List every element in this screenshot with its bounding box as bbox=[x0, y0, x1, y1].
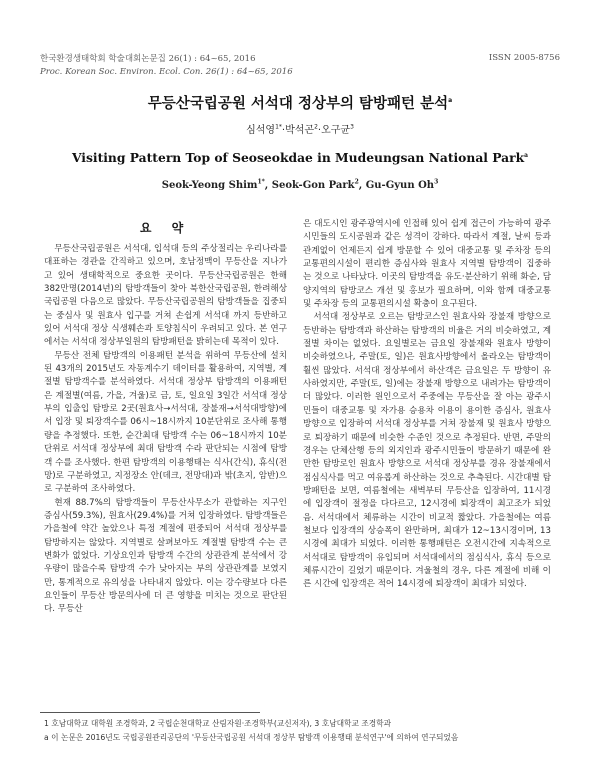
author-1: 심석영 bbox=[246, 125, 276, 136]
authors-english: Seok-Yeong Shim$^{1*}$, Seok-Gon Park$^2$, Gu-Gyun Oh$^3$ bbox=[161, 178, 439, 191]
author-2: 박석곤 bbox=[285, 125, 315, 136]
title-english: Visiting Pattern Top of Seoseokdae in Mudeungsan National Park$^a$ bbox=[71, 150, 529, 165]
journal-citation-ko: 한국환경생태학회 학술대회논문집 26(1) : 64~65, 2016 bbox=[40, 54, 256, 64]
author-3: 오구균 bbox=[321, 125, 351, 136]
journal-citation-en: Proc. Korean Soc. Environ. Ecol. Con. 26(1) : 64~65, 2016 bbox=[40, 67, 293, 77]
paragraph-continued: 은 대도시인 광주광역시에 인접해 있어 쉽게 접근이 가능하여 광주시민들의 도시공원과 같은 성격이 강하다. 따라서 계절, 날씨 등과 관계없이 언제든지 쉽게 방문할 수 있어 대중교통 및 주차장 등의 교통편의시설이 편리한 증심사와 원효사 지역별 탐방객이 집중하는 것으로 나타났다. 이곳의 탐방객을 유도·분산하기 위해 화순, 담양지역의 탐방코스 개선 및 홍보가 필요하며, 이와 함께 대중교통 및 주차장 등의 교통편의시설 확충이 요구된다. bbox=[303, 219, 551, 310]
journal-header bbox=[40, 53, 293, 79]
issn: ISSN 2005-8756 bbox=[488, 53, 560, 63]
author-3-en: Gu-Gyun Oh bbox=[365, 180, 435, 191]
footnote-funding: a 이 논문은 2016년도 국립공원관리공단의 '무등산국립공원 서석대 정상부 탐방객 이용행태 분석연구'에 의하여 연구되었음 bbox=[44, 733, 459, 742]
paragraph: 무등산 전체 탐방객의 이용패턴 분석을 위하여 무등산에 설치된 43개의 2015년도 자동계수기 데이터를 활용하여, 지역별, 계절별 탐방객수를 분석하였다. 서석대 정상부 탐방객의 이용패턴은 계절별(여름, 가을, 겨울)로 금, 토, 일요일 3일간 서석대 정상부의 입출입 탐방로 2곳(원효사→서석대, 장불재→서석대방향)에서 입장 및 퇴장객수를 06시~18시까지 10분단위로 조사해 통행량을 추정했다. 또한, 순간최대 탐방객 수는 06~18시까지 10분 단위로 서석대 정상부에 최대 탐방객 수라 판단되는 시점에 탐방객 수를 조사했다. 한편 탐방객의 이용행태는 식사(간식), 휴식(전망)로 구분하였고, 지정장소 안(데크, 전망대)과 밖(초지, 암반)으로 구분하여 조사하였다. bbox=[44, 350, 287, 495]
author-2-en: Seok-Gon Park bbox=[271, 180, 355, 191]
paragraph: 서석대 정상부로 오르는 탐방코스인 원효사와 장불재 방향으로 등반하는 탐방객과 하산하는 탐방객의 비율은 거의 비슷하였고, 계절별 차이는 없었다. 요일별로는 금요일 장불재와 원효사 방향이 비슷하였으나, 주말(토, 일)은 원효사방향에서 올라오는 탐방객이 훨씬 많았다. 서석대 정상부에서 하산객은 금요일은 두 방향이 유사하였지만, 주말(토, 일)에는 장불재 방향으로 내려가는 탐방객이 더 많았다. 이러한 원인으로서 주중에는 무등산을 잘 아는 광주시민들이 대중교통 및 자가용 승용차 이용이 용이한 증심사, 원효사 방향으로 입장하여 서석대 정상부를 거쳐 장불재 및 원효사 방향으로 퇴장하기 때문에 비슷한 수준인 것으로 추정된다. 반면, 주말의 경우는 단체산행 등의 외지인과 광주시민들이 방문하기 때문에 완만한 탐방로인 원효사 방향으로 서석대 정상부를 경유 장불재에서 점심식사를 먹고 여유롭게 하산하는 것으로 추측된다. 시간대별 탐방패턴을 보면, 여름철에는 새벽부터 무등산을 입장하여, 11시경에 입장객이 절정을 다다르고, 12시경에 퇴장객이 최고조가 되었음. 서석대에서 체류하는 시간이 비교적 짧았다. 가을철에는 여름철보다 입장객의 상승폭이 완만하며, 최대가 12~13시경이며, 13시경에 최대가 되었다. 이러한 통행패턴은 오전시간에 지속적으로 서석대로 탐방객이 유입되며 서석대에서의 점심식사, 휴식 등으로 체류시간이 길었기 때문이다. 겨울철의 경우, 다른 계절에 비해 이른 시간에 입장객은 적어 14시경에 퇴장객이 최대가 되었다. bbox=[303, 312, 551, 590]
abstract-heading: 요 약 bbox=[139, 221, 192, 235]
author-1-en: Seok-Yeong Shim bbox=[161, 180, 258, 191]
title-korean: 무등산국립공원 서석대 정상부의 탐방패턴 분석$^a$ bbox=[147, 96, 453, 112]
authors-korean: 심석영$^{1*}$·박석곤$^2$·오구균$^3$ bbox=[246, 123, 354, 136]
abstract-right-column bbox=[303, 218, 551, 592]
footnote-affiliations: 1 호남대학교 대학원 조경학과, 2 국립순천대학교 산림자원·조경학부(교신저자), 3 호남대학교 조경학과 bbox=[44, 719, 392, 728]
footnote-divider bbox=[40, 712, 260, 713]
abstract-left-column bbox=[44, 243, 287, 617]
paragraph: 현재 88.7%의 탐방객들이 무등산사무소가 관할하는 지구인 증심사(59.3%), 원효사(29.4%)를 거쳐 입장하였다. 탐방객들은 가을철에 약간 높았으나 특정 계절에 편중되어 서석대 정상부를 탐방하지는 않았다. 지역별로 살펴보아도 계절별 탐방객 수는 큰 변화가 없었다. 기상요인과 탐방객 수간의 상관관계 분석에서 강우량이 많을수록 탐방객 수가 낮아지는 부의 상관관계를 보였지만, 통계적으로 유의성을 나타내지 않았다. 이는 강수량보다 다른 요인들이 무등산 방문의사에 더 큰 영향을 미치는 것으로 판단된다. 무등산 bbox=[44, 497, 287, 615]
paragraph: 무등산국립공원은 서석대, 입석대 등의 주상절리는 우리나라를 대표하는 경관을 간직하고 있으며, 호남정맥이 무등산을 지나가고 있어 생태학적으로 중요한 곳이다. 무등산국립공원은 한해 382만명(2014년)의 탐방객들이 찾아 북한산국립공원, 한려해상국립공원 다음으로 많았다. 무등산국립공원의 탐방객들을 집중되는 중심사 및 원효사 입구를 거쳐 손쉽게 서석대 까지 등반하고 있어 서석대 정상 식생훼손과 토양침식이 우려되고 있다. 본 연구에서는 서석대 정상부일원의 탐방패턴을 밝히는데 목적이 있다. bbox=[44, 244, 287, 348]
